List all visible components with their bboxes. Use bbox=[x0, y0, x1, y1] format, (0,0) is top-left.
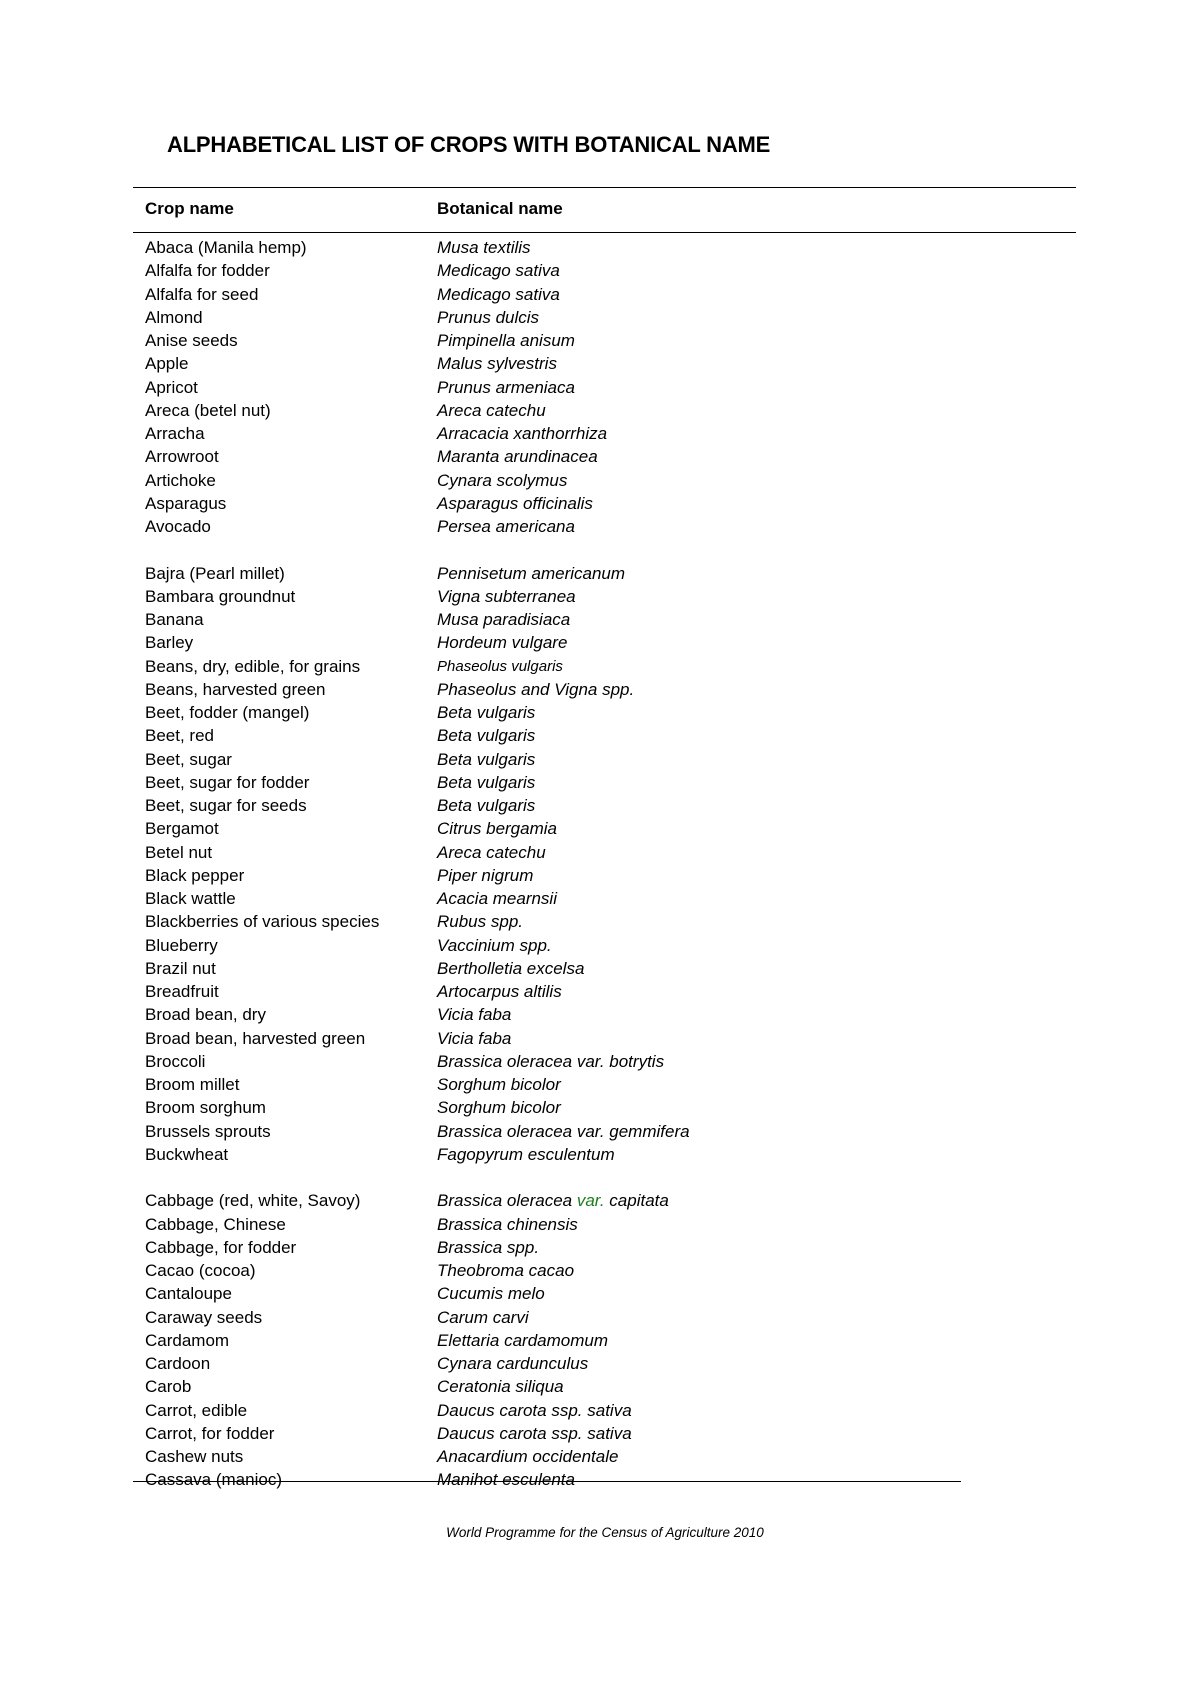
botanical-name-cell: Medicago sativa bbox=[437, 261, 560, 281]
botanical-name-cell: Maranta arundinacea bbox=[437, 447, 598, 467]
crop-name-cell: Betel nut bbox=[145, 842, 213, 862]
crop-name-cell: Beet, sugar bbox=[145, 749, 232, 769]
botanical-name-cell: Medicago sativa bbox=[437, 284, 560, 304]
crop-name-cell: Abaca (Manila hemp) bbox=[145, 238, 307, 257]
crop-name-cell: Almond bbox=[145, 307, 203, 327]
crop-name-cell: Areca (betel nut) bbox=[145, 400, 271, 420]
crop-name-cell: Broad bean, dry bbox=[145, 1005, 266, 1025]
crop-name-cell: Carrot, edible bbox=[145, 1400, 248, 1420]
botanical-name-cell: Beta vulgaris bbox=[437, 749, 536, 769]
botanical-name-cell: Asparagus officinalis bbox=[437, 493, 593, 513]
botanical-name-cell: Anacardium occidentale bbox=[437, 1447, 619, 1466]
botanical-name-cell: Vicia faba bbox=[437, 1005, 512, 1025]
botanical-name-cell: Carum carvi bbox=[437, 1307, 529, 1327]
botanical-name-cell: Areca catechu bbox=[437, 842, 546, 862]
crop-name-cell: Beet, sugar for seeds bbox=[145, 796, 307, 815]
crop-name-cell: Black wattle bbox=[145, 889, 236, 908]
botanical-name-cell: Manihot esculenta bbox=[437, 1470, 575, 1490]
botanical-name-cell: Piper nigrum bbox=[437, 865, 534, 885]
botanical-name-cell: Cynara cardunculus bbox=[437, 1354, 589, 1373]
crop-name-cell: Artichoke bbox=[145, 470, 216, 490]
crop-name-cell: Banana bbox=[145, 610, 204, 629]
crop-name-cell: Avocado bbox=[145, 517, 211, 536]
botanical-name-cell: Phaseolus vulgaris bbox=[437, 657, 563, 675]
botanical-name-cell: Arracacia xanthorrhiza bbox=[437, 424, 608, 443]
botanical-name-cell: Vicia faba bbox=[437, 1028, 512, 1048]
crop-name-cell: Breadfruit bbox=[145, 982, 219, 1001]
crop-name-cell: Carob bbox=[145, 1377, 192, 1397]
crop-name-cell: Brussels sprouts bbox=[145, 1121, 271, 1141]
botanical-name-cell: Musa textilis bbox=[437, 238, 531, 257]
botanical-name-cell: Elettaria cardamomum bbox=[437, 1330, 609, 1350]
botanical-name-cell: Bertholletia excelsa bbox=[437, 958, 585, 978]
highlighted-text: var. bbox=[576, 1191, 605, 1211]
crop-name-cell: Cassava (manioc) bbox=[145, 1470, 282, 1490]
crop-name-cell: Apricot bbox=[145, 377, 198, 397]
botanical-name-cell: Prunus armeniaca bbox=[437, 377, 575, 397]
crop-name-cell: Blackberries of various species bbox=[145, 912, 380, 932]
botanical-name-cell: Brassica spp. bbox=[437, 1237, 540, 1257]
crop-name-cell: Apple bbox=[145, 354, 189, 374]
crop-name-cell: Barley bbox=[145, 633, 194, 653]
crop-name-cell: Broad bean, harvested green bbox=[145, 1028, 366, 1048]
botanical-name-cell: Sorghum bicolor bbox=[437, 1075, 561, 1094]
crop-name-cell: Cabbage, for fodder bbox=[145, 1237, 297, 1257]
botanical-name-cell: Cucumis melo bbox=[437, 1284, 545, 1304]
botanical-name-cell: Pennisetum americanum bbox=[437, 563, 626, 583]
crop-name-cell: Blueberry bbox=[145, 935, 218, 955]
crop-name-cell: Cabbage, Chinese bbox=[145, 1214, 286, 1234]
botanical-name-cell: Fagopyrum esculentum bbox=[437, 1144, 615, 1164]
botanical-name-cell: Beta vulgaris bbox=[437, 772, 536, 792]
botanical-name-cell: Hordeum vulgare bbox=[437, 633, 568, 653]
botanical-name-cell: Pimpinella anisum bbox=[437, 331, 575, 350]
botanical-name-cell: Cynara scolymus bbox=[437, 470, 568, 490]
crop-name-cell: Beans, dry, edible, for grains bbox=[145, 656, 361, 676]
crop-name-cell: Broom sorghum bbox=[145, 1098, 266, 1118]
botanical-name-cell: Artocarpus altilis bbox=[437, 982, 562, 1001]
crop-name-cell: Cashew nuts bbox=[145, 1447, 244, 1466]
crop-name-cell: Black pepper bbox=[145, 865, 245, 885]
crop-name-cell: Bajra (Pearl millet) bbox=[145, 563, 285, 583]
crop-name-cell: Beet, sugar for fodder bbox=[145, 772, 310, 792]
crop-name-cell: Beans, harvested green bbox=[145, 679, 326, 699]
botanical-name-cell: Theobroma cacao bbox=[437, 1261, 575, 1280]
crop-name-cell: Alfalfa for seed bbox=[145, 284, 259, 304]
botanical-name-cell: Prunus dulcis bbox=[437, 307, 540, 327]
botanical-name-cell: Beta vulgaris bbox=[437, 703, 536, 722]
crop-name-cell: Brazil nut bbox=[145, 958, 216, 978]
botanical-name-cell: Brassica chinensis bbox=[437, 1214, 578, 1234]
crop-name-cell: Cantaloupe bbox=[145, 1284, 232, 1304]
crop-name-cell: Cardamom bbox=[145, 1330, 230, 1350]
crop-name-cell: Beet, fodder (mangel) bbox=[145, 703, 310, 722]
crop-name-cell: Arracha bbox=[145, 424, 205, 443]
botanical-name-cell: Ceratonia siliqua bbox=[437, 1377, 564, 1397]
botanical-name-cell: Beta vulgaris bbox=[437, 796, 536, 815]
crop-name-cell: Cacao (cocoa) bbox=[145, 1261, 256, 1280]
crop-name-cell: Carrot, for fodder bbox=[145, 1423, 275, 1443]
crop-name-cell: Arrowroot bbox=[145, 447, 219, 467]
botanical-name-cell: Areca catechu bbox=[437, 400, 546, 420]
botanical-name-cell: Phaseolus and Vigna spp. bbox=[437, 679, 635, 699]
header-rule bbox=[133, 232, 1076, 233]
botanical-name-cell: Persea americana bbox=[437, 517, 575, 536]
page-footer: World Programme for the Census of Agriculture 2010 bbox=[446, 1525, 764, 1540]
crop-name-cell: Caraway seeds bbox=[145, 1307, 263, 1327]
page-title: ALPHABETICAL LIST OF CROPS WITH BOTANICAL NAME bbox=[167, 132, 771, 157]
crop-name-cell: Cardoon bbox=[145, 1354, 211, 1373]
table-bottom-rule bbox=[133, 1481, 961, 1482]
crop-name-cell: Bambara groundnut bbox=[145, 586, 296, 606]
crop-name-cell: Anise seeds bbox=[145, 331, 238, 350]
botanical-name-cell: Brassica oleracea var. capitata bbox=[437, 1191, 669, 1211]
column-header-botanical-name: Botanical name bbox=[437, 199, 563, 218]
crop-name-cell: Cabbage (red, white, Savoy) bbox=[145, 1191, 361, 1211]
crop-name-cell: Broccoli bbox=[145, 1051, 206, 1071]
botanical-name-cell: Vaccinium spp. bbox=[437, 935, 552, 955]
botanical-name-cell: Brassica oleracea var. gemmifera bbox=[437, 1121, 690, 1141]
botanical-name-cell: Beta vulgaris bbox=[437, 726, 536, 746]
botanical-name-cell: Citrus bergamia bbox=[437, 819, 557, 839]
crop-name-cell: Broom millet bbox=[145, 1075, 240, 1094]
botanical-name-cell: Musa paradisiaca bbox=[437, 610, 571, 629]
crop-name-cell: Asparagus bbox=[145, 493, 227, 513]
botanical-name-cell: Malus sylvestris bbox=[437, 354, 557, 374]
crop-name-cell: Buckwheat bbox=[145, 1144, 229, 1164]
column-header-crop-name: Crop name bbox=[145, 199, 234, 218]
crop-name-cell: Beet, red bbox=[145, 726, 214, 746]
botanical-name-cell: Sorghum bicolor bbox=[437, 1098, 561, 1118]
botanical-name-cell: Brassica oleracea var. botrytis bbox=[437, 1051, 665, 1071]
crop-name-cell: Bergamot bbox=[145, 819, 219, 839]
botanical-name-cell: Vigna subterranea bbox=[437, 586, 576, 606]
botanical-name-cell: Rubus spp. bbox=[437, 912, 523, 932]
botanical-name-cell: Acacia mearnsii bbox=[437, 889, 557, 908]
botanical-name-cell: Daucus carota ssp. sativa bbox=[437, 1400, 632, 1420]
botanical-name-cell: Daucus carota ssp. sativa bbox=[437, 1423, 632, 1443]
crop-name-cell: Alfalfa for fodder bbox=[145, 261, 270, 281]
table-top-rule bbox=[133, 187, 1076, 188]
